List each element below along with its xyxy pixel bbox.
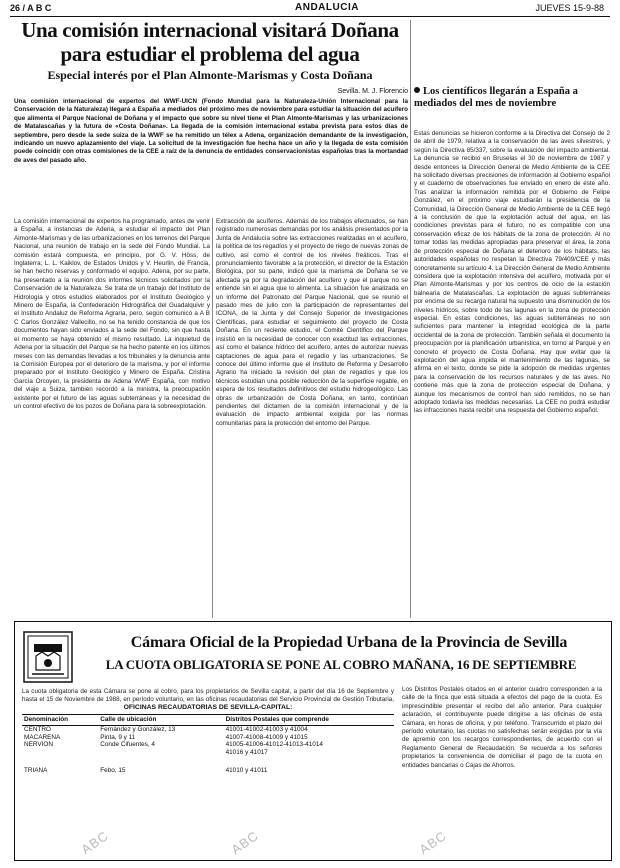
side-headline bbox=[414, 86, 610, 110]
article-column-2: Extracción de acuíferos. Además de los trabajos efectuados, se han registrado numerosas demandas por los análisis presentados por la Junta de Andalucía sobre las extracciones realizadas en el acuífero, la política de los regadíos y el proyecto de riego de nuevas zonas de cultivo, así como el control de los niveles freáticos. Tras el pronunciamiento favorable a la protección, el director de la Estación Biológica, por su parte, indicó que la marisma de Doñana se ve afectada ya por la degradación del acuífero y que el parque no se entiende sin el agua que lo alimenta. La situación fue analizada en un informe del Patronato del Parque Nacional, que se reunió el pasado mes de julio con la participación de representantes del ICONA, de la Junta y del Consejo Superior de Investigaciones Científicas, para estudiar el seguimiento del proyecto de Costa Doñana. En un reciente estudio, el Comité Científico del Parque insistió en la necesidad de conocer con exactitud las extracciones, así como el balance hídrico del acuífero, antes de autorizar nuevas captaciones de agua para el regadío y las urbanizaciones. Se conoce del último informe que el Instituto de Reforma y Desarrollo Agrario ha iniciado la revisión del plan de regadíos y que los técnicos estudian una posible reducción de la superficie regable, en espera de los resultados definitivos del estudio hidrogeológico. Las obras de urbanización de Costa Doñana, en tanto, continúan pendientes del dictamen de la comisión internacional y de la evaluación de impacto ambiental exigida por las normas comunitarias para la protección del entorno del Parque. bbox=[216, 218, 408, 427]
office-districts: 41010 y 41011 bbox=[225, 766, 268, 774]
ad-right-text: Los Distritos Postales citados en el anterior cuadro corresponden a la calle de la finca que está situada a efectos del pago de la cuota. Es imprescindible presentar el recibo del año anterior. Para cualquier aclaración, el contribuyente puede dirigirse a las oficinas de esta Cámara, en horas de oficina, y por teléfono. Transcurrido el plazo del período voluntario, las cuotas no satisfechas serán exigidas por la vía de apremio con los recargos correspondientes, de acuerdo con el Reglamento General de Recaudación. Se recuerda a los señores propietarios la conveniencia de domiciliar el pago de la cuota en entidades bancarias o Cajas de Ahorros. bbox=[402, 686, 602, 769]
article-column-1: La comisión internacional de expertos ha programado, antes de venir a España, a instancias de Adena, a estudiar el impacto del Plan Almonte-Marismas y de las urbanizaciones en los terrenos del Parque Nacional, una reunión de trabajo en la sede del Fondo Mundial. La comisión estará compuesta, en principio, por G. V. Höss, de Inglaterra; L. L. Kaiklov, de Estados Unidos y V. Heurlin, de Francia, se han hecho reservas y conformado el equipo. Adena, por su parte, ha presentado a la reunión dos informes técnicos solicitados por la Conservación de la Naturaleza. Se trata de un trabajo del Instituto de Hidrología y otros estudios elaborados por el Instituto Geológico y Minero de España, la Confederación Hidrográfica del Guadalquivir y el Instituto Andaluz de Reforma Agraria, pero, según comunicó a A B C Carlos González Vallecillo, no se ha tenido constancia de que los documentos hayan sido enviados a la sede del Fondo, sin que hasta el momento se haya obtenido el mismo resultado. La inquietud de Adena por la situación del Parque se ha hecho patente en los últimos meses con las demandas llevadas a los tribunales y la denuncia ante la Comisión Europea por el deterioro de la marisma, y por el informe preparado por el Instituto Geológico y Minero de España. Cristina García Orcoyen, la presidenta de Adena WWF España, con motivo del viaje a Suiza, también recordó a la ministra, la preocupación existente por el futuro de las aguas subterráneas y la necesidad de un control efectivo de los pozos de Doñana para la sobreexplotación. bbox=[14, 218, 210, 410]
office-name: TRIANA bbox=[24, 766, 48, 774]
article-lead: Una comisión internacional de expertos del WWF-UICN (Fondo Mundial para la Naturaleza-Unión Internacional para la Conservación de la Naturaleza) llegará a España a mediados del próximo mes de noviembre para estudiar la situación del acuífero que alimenta el Parque Nacional de Doñana y el impacto que sobre su nivel tiene el Plan Almonte-Marismas y las urbanizaciones de Matalascañas y la futura de «Costa Doñana». La llegada de la comisión internacional estaba prevista para estos días de septiembre, pero desde la sede suiza de la WWF se ha remitido un télex a Adena, organización demandante de la investigación, indicando un nuevo aplazamiento del viaje. La solicitud de la investigación fue hecha hace un año y la llegada de esta comisión puede coincidir con otras comisiones de la CEE a raíz de la denuncia de entidades conservacionistas españolas tras la mortandad de aves del pasado año. bbox=[14, 98, 408, 164]
offices-header-row bbox=[22, 715, 394, 726]
table-row bbox=[22, 757, 394, 775]
byline: Sevilla. M. J. Florencio bbox=[337, 88, 408, 95]
main-subheadline: Especial interés por el Plan Almonte-Marismas y Costa Doñana bbox=[47, 68, 373, 82]
ad-intro: La cuota obligatoria de esta Cámara se pone al cobro, para los propietarios de Sevilla capital, a partir del día 16 de Septiembre y hasta el 15 de Noviembre de 1988, en período voluntario, en las oficinas recaudatorias del Servicio Provincial de Gestión Tributaria, bbox=[22, 688, 394, 704]
main-headline: Una comisión internacional visitará Doñana para estudiar el problema del agua bbox=[21, 18, 399, 66]
page-date: JUEVES 15-9-88 bbox=[535, 3, 604, 13]
column-divider bbox=[410, 20, 411, 618]
office-districts: 41001-41002-41003 y 41004 41007-41008-41009 y 41015 41005-41006-41012-41013-41014 41016 y 41017 bbox=[225, 725, 323, 757]
page-number: 26 / A B C bbox=[10, 3, 52, 13]
watermark: ABC bbox=[416, 827, 450, 858]
offices-col-header: Distritos Postales que comprende bbox=[224, 715, 394, 726]
section-title: ANDALUCIA bbox=[295, 2, 359, 13]
office-name: CENTRO MACARENA NERVION bbox=[24, 725, 61, 749]
office-address: Febo, 15 bbox=[100, 766, 126, 774]
side-article-body: Estas denuncias se hicieron conforme a la Directiva del Consejo de 2 de abril de 1979, relativa a la conservación de las aves silvestres, y según la Directiva 85/337, sobre la evaluación del impacto ambiental. La denuncia se recibió en Bruselas el 30 de noviembre de 1987 y desde entonces la Dirección General de Medio Ambiente de la CEE ha solicitado diversas precisiones de información al Gobierno español y el cuaderno de observaciones fue enviado en enero de este año. Tras analizar la información remitida por el Gobierno de Felipe González, en el próximo viaje estudiarán la presidencia de la Comunidad, la Dirección General de Medio Ambiente de la CEE llegó a la conclusión de que la explotación actual del agua, en las condiciones previstas para el futuro, no es compatible con una conservación eficaz de los hábitats de la zona de protección. Al no tomar todas las medidas apropiadas para preservar el área, la zona de protección especial de Doñana el deterioro de los hábitats, las autoridades españolas no respetan la Directiva 79/409/CEE y más concretamente su artículo 4. La Dirección General de Medio Ambiente considera que la explotación intensiva del acuífero, motivada por el Plan Almonte-Marismas y por los centros de ocio de la estación balnearia de Matalascañas. La explotación de aguas subterráneas por encima de su recarga natural ha supuesto una disminución de los niveles hídricos, sobre todo de las lagunas en la zona de protección especial. En estas condiciones, las aguas subterráneas no son suficientes para mantener la integridad ecológica de la parte occidental de la zona de protección. También señala el documento la preocupación por la planificación urbanística, en torno al Parque y en concreto el proyecto de Costa Doñana. Hay que evitar que la explotación del agua impida el mantenimiento de las lagunas, se afirma en el texto, donde se pide la adopción de medidas urgentes para la conservación de los recursos naturales y de las aves. No contiene más que la zona de protección especial de Doñana, y aunque los mecanismos de control han sido remitidos, no se han adoptado todavía las medidas necesarias. La CEE no podrá estudiar las infracciones hasta recibir una respuesta del Gobierno español. bbox=[414, 130, 610, 415]
offices-col-header: Calle de ubicación bbox=[98, 715, 223, 726]
page-header bbox=[10, 2, 610, 17]
watermark: ABC bbox=[228, 827, 262, 858]
office-address: Fernández y González, 13 Pinta, 9 y 11 Conde Cifuentes, 4 bbox=[100, 725, 176, 749]
offices-heading: OFICINAS RECAUDATORIAS DE SEVILLA-CAPITAL: bbox=[123, 704, 293, 711]
column-divider bbox=[212, 218, 213, 618]
offices-col-header: Denominación bbox=[22, 715, 98, 726]
ad-subtitle: LA CUOTA OBLIGATORIA SE PONE AL COBRO MAÑANA, 16 DE SEPTIEMBRE bbox=[105, 657, 577, 672]
ad-title: Cámara Oficial de la Propiedad Urbana de la Provincia de Sevilla bbox=[130, 634, 568, 651]
offices-table bbox=[22, 714, 394, 775]
side-headline-text: Los científicos llegarán a España a mediados del mes de noviembre bbox=[414, 86, 578, 109]
watermark: ABC bbox=[78, 827, 112, 858]
coat-of-arms-icon bbox=[22, 630, 74, 684]
bullet-icon bbox=[414, 87, 420, 93]
table-row bbox=[22, 725, 394, 757]
